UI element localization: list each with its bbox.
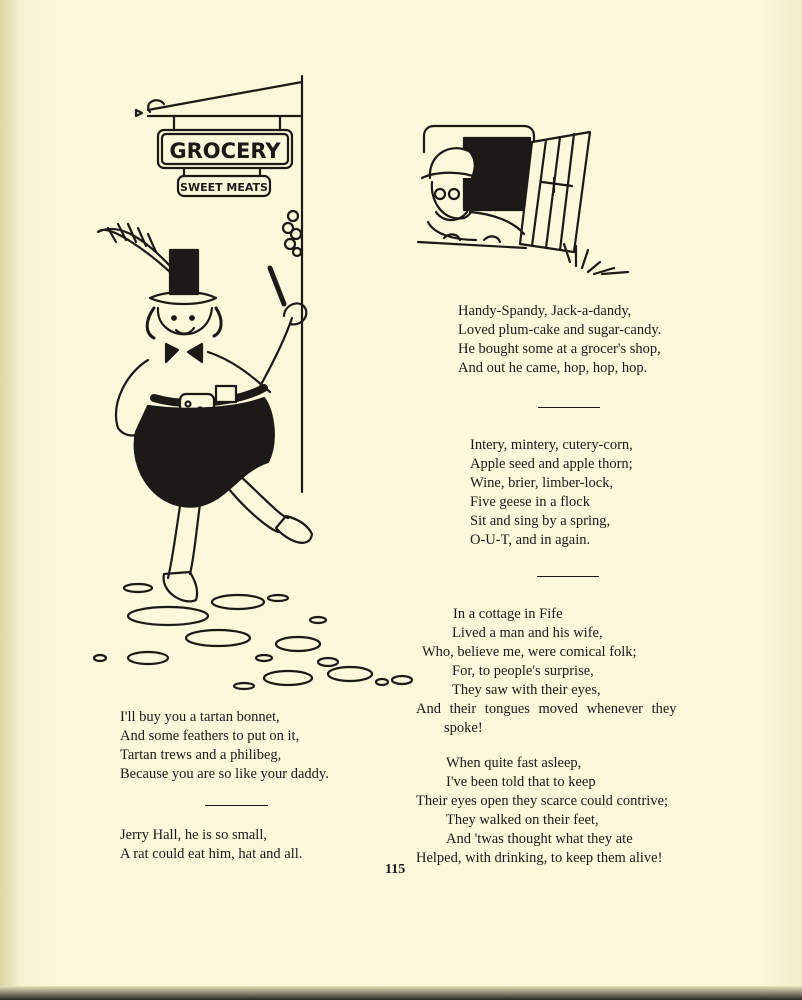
poem-line: Sit and sing by a spring,	[470, 513, 611, 529]
poem-line: Tartan trews and a philibeg,	[120, 747, 282, 763]
poem-line: In a cottage in Fife	[453, 606, 563, 622]
page-number: 115	[385, 862, 406, 877]
poem-line: For, to people's surprise,	[452, 663, 594, 679]
poem-jerry-hall	[120, 826, 302, 864]
poem-line: And their tongues moved whenever they	[416, 701, 677, 717]
poem-line: Intery, mintery, cutery-corn,	[470, 437, 633, 453]
poem-line: And out he came, hop, hop, hop.	[458, 360, 648, 376]
poem-line: Who, believe me, were comical folk;	[422, 644, 637, 660]
grocery-boy-illustration	[88, 72, 328, 712]
poem-line: A rat could eat him, hat and all.	[120, 846, 303, 862]
poem-line: And some feathers to put on it,	[120, 728, 300, 744]
poem-line: Their eyes open they scarce could contrive;	[416, 793, 669, 809]
section-divider	[537, 576, 599, 577]
poem-line: spoke!	[444, 720, 483, 736]
section-divider	[205, 805, 268, 806]
poem-line: And 'twas thought what they ate	[446, 831, 633, 847]
poem-line: I've been told that to keep	[446, 774, 596, 790]
poem-line: Helped, with drinking, to keep them alive!	[416, 850, 663, 866]
poem-line: They walked on their feet,	[446, 812, 599, 828]
poem-line: He bought some at a grocer's shop,	[458, 341, 661, 357]
poem-intery-mintery	[470, 436, 633, 550]
poem-line: Five geese in a flock	[470, 494, 590, 510]
poem-line: They saw with their eyes,	[452, 682, 601, 698]
poem-line: Handy-Spandy, Jack-a-dandy,	[458, 303, 632, 319]
poem-line: Wine, brier, limber-lock,	[470, 475, 614, 491]
poem-line: Lived a man and his wife,	[452, 625, 603, 641]
poem-line: Jerry Hall, he is so small,	[120, 827, 267, 843]
old-man-window-illustration	[414, 122, 634, 282]
grocery-sign-title: GROCERY	[169, 139, 281, 163]
poem-line: O-U-T, and in again.	[470, 532, 591, 548]
poem-line: Because you are so like your daddy.	[120, 766, 329, 782]
poem-line: Loved plum-cake and sugar-candy.	[458, 322, 662, 338]
poem-cottage-in-fife	[416, 605, 677, 868]
poem-line: I'll buy you a tartan bonnet,	[120, 709, 280, 725]
poem-tartan-bonnet	[120, 708, 329, 784]
section-divider	[538, 407, 600, 408]
poem-line: When quite fast asleep,	[446, 755, 582, 771]
poem-handy-spandy	[458, 302, 661, 378]
poem-line: Apple seed and apple thorn;	[470, 456, 633, 472]
page-gutter-shadow	[0, 0, 20, 1000]
grocery-sign-subtitle: SWEET MEATS	[180, 181, 268, 194]
page-bottom-edge	[0, 986, 802, 1000]
